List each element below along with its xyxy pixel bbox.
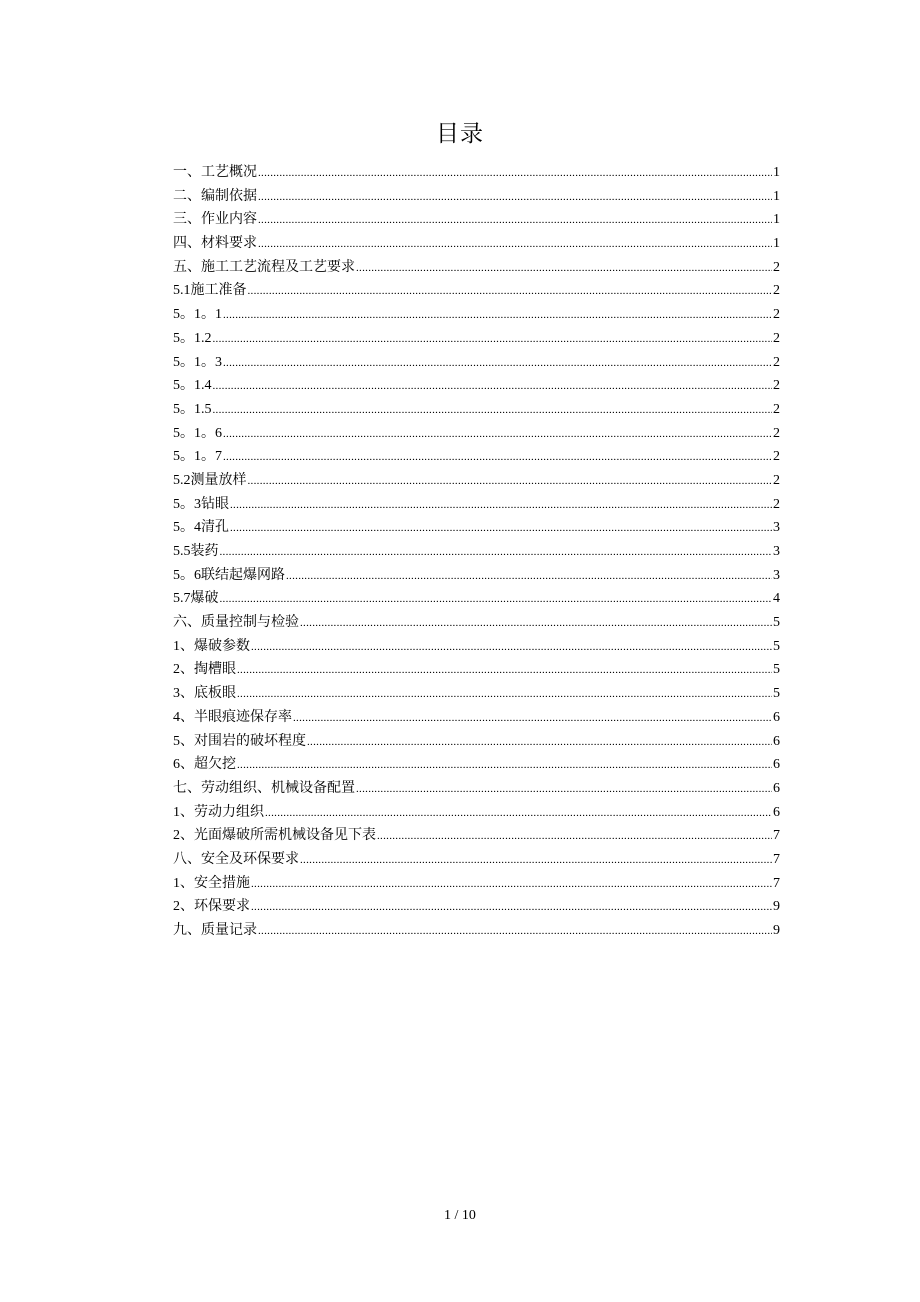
toc-entry-page-number: 7 [773, 875, 780, 891]
toc-entry-page-number: 3 [773, 520, 780, 536]
toc-entry[interactable] [173, 730, 780, 754]
toc-entry-label: 2、光面爆破所需机械设备见下表 [173, 828, 376, 844]
toc-dot-leader [220, 541, 773, 565]
toc-entry-label: 5。1.5 [173, 401, 212, 417]
toc-entry-label: 二、编制依据 [173, 188, 257, 204]
toc-dot-leader [230, 517, 772, 541]
toc-dot-leader [220, 588, 773, 612]
toc-entry-label: 5。4清孔 [173, 520, 229, 536]
toc-entry-label: 5。1.2 [173, 330, 212, 346]
toc-entry-page-number: 5 [773, 686, 780, 702]
toc-entry-page-number: 1 [773, 188, 780, 204]
toc-entry-label: 九、质量记录 [173, 923, 257, 938]
toc-entry-label: 三、作业内容 [173, 212, 257, 228]
toc-entry[interactable] [173, 493, 780, 517]
toc-entry[interactable] [173, 161, 780, 185]
toc-entry-label: 5。6联结起爆网路 [173, 567, 285, 583]
toc-entry[interactable] [173, 374, 780, 398]
toc-entry-label: 6、超欠挖 [173, 757, 236, 773]
toc-entry-label: 1、安全措施 [173, 875, 250, 891]
toc-entry[interactable] [173, 279, 780, 303]
toc-dot-leader [265, 802, 772, 826]
toc-entry[interactable] [173, 303, 780, 327]
toc-entry[interactable] [173, 516, 780, 540]
toc-dot-leader [223, 446, 772, 470]
toc-entry[interactable] [173, 564, 780, 588]
toc-entry-page-number: 2 [773, 283, 780, 299]
toc-dot-leader [356, 257, 772, 281]
toc-dot-leader [237, 659, 772, 683]
toc-entry[interactable] [173, 635, 780, 659]
page-number-footer: 1 / 10 [444, 1208, 476, 1223]
toc-entry-label: 1、劳动力组织 [173, 804, 264, 820]
toc-entry-page-number: 9 [773, 923, 780, 938]
toc-entry[interactable] [173, 919, 780, 943]
toc-entry-page-number: 5 [773, 615, 780, 631]
toc-entry-label: 3、底板眼 [173, 686, 236, 702]
toc-entry-page-number: 4 [773, 591, 780, 607]
toc-entry-label: 七、劳动组织、机械设备配置 [173, 780, 355, 796]
toc-entry-page-number: 3 [773, 544, 780, 559]
toc-entry-label: 5、对围岩的破坏程度 [173, 733, 306, 749]
toc-entry-page-number: 6 [773, 709, 780, 725]
toc-entry-label: 5.5装药 [173, 544, 219, 559]
toc-entry[interactable] [173, 777, 780, 801]
toc-entry[interactable] [173, 824, 780, 848]
toc-dot-leader [213, 375, 773, 399]
toc-entry-page-number: 2 [773, 330, 780, 346]
toc-entry-label: 5。1。3 [173, 354, 222, 370]
toc-entry-page-number: 6 [773, 757, 780, 773]
toc-dot-leader [248, 470, 773, 494]
toc-entry[interactable] [173, 611, 780, 635]
toc-entry-page-number: 2 [773, 401, 780, 417]
toc-entry-page-number: 6 [773, 780, 780, 796]
page-title: 目录 [436, 121, 484, 146]
toc-entry-page-number: 2 [773, 472, 780, 488]
toc-entry-page-number: 2 [773, 425, 780, 441]
toc-entry-label: 四、材料要求 [173, 236, 257, 252]
toc-entry-page-number: 3 [773, 567, 780, 583]
toc-dot-leader [293, 707, 772, 731]
toc-entry-label: 5。1。6 [173, 425, 222, 441]
toc-dot-leader [377, 825, 772, 849]
toc-entry[interactable] [173, 872, 780, 896]
toc-dot-leader [248, 280, 773, 304]
toc-entry-label: 5。1.4 [173, 378, 212, 394]
toc-dot-leader [258, 186, 772, 210]
toc-entry[interactable] [173, 256, 780, 280]
toc-entry[interactable] [173, 753, 780, 777]
toc-entry-label: 5。1。7 [173, 449, 222, 465]
toc-dot-leader [237, 683, 772, 707]
toc-dot-leader [258, 233, 772, 257]
toc-entry-page-number: 1 [773, 165, 780, 180]
toc-dot-leader [286, 565, 772, 589]
toc-entry[interactable] [173, 185, 780, 209]
toc-dot-leader [237, 754, 772, 778]
toc-entry[interactable] [173, 445, 780, 469]
toc-dot-leader [251, 896, 772, 920]
toc-entry[interactable] [173, 801, 780, 825]
toc-entry-label: 2、掏槽眼 [173, 662, 236, 678]
toc-entry-label: 一、工艺概况 [173, 165, 257, 180]
toc-entry[interactable] [173, 208, 780, 232]
toc-entry[interactable] [173, 327, 780, 351]
toc-entry[interactable] [173, 658, 780, 682]
toc-dot-leader [230, 494, 772, 518]
toc-entry[interactable] [173, 895, 780, 919]
toc-entry-page-number: 6 [773, 733, 780, 749]
toc-entry-page-number: 2 [773, 378, 780, 394]
toc-entry-label: 1、爆破参数 [173, 638, 250, 654]
toc-entry[interactable] [173, 587, 780, 611]
toc-entry-page-number: 5 [773, 662, 780, 678]
toc-entry-page-number: 2 [773, 259, 780, 275]
toc-entry[interactable] [173, 540, 780, 564]
toc-entry-page-number: 1 [773, 236, 780, 252]
toc-dot-leader [307, 731, 772, 755]
toc-entry-page-number: 6 [773, 804, 780, 820]
toc-entry-label: 六、质量控制与检验 [173, 615, 299, 631]
table-of-contents [173, 161, 780, 943]
toc-entry-page-number: 7 [773, 851, 780, 867]
toc-dot-leader [258, 920, 772, 944]
toc-entry[interactable] [173, 351, 780, 375]
toc-entry-page-number: 2 [773, 449, 780, 465]
toc-entry-label: 5。1。1 [173, 307, 222, 323]
toc-entry-page-number: 1 [773, 212, 780, 228]
toc-entry-label: 2、环保要求 [173, 899, 250, 915]
toc-entry-label: 八、安全及环保要求 [173, 851, 299, 867]
toc-entry-page-number: 2 [773, 496, 780, 512]
toc-dot-leader [300, 849, 772, 873]
toc-entry-label: 5。3钻眼 [173, 496, 229, 512]
toc-dot-leader [356, 778, 772, 802]
toc-entry[interactable] [173, 682, 780, 706]
toc-dot-leader [258, 162, 772, 186]
toc-entry[interactable] [173, 706, 780, 730]
toc-entry-page-number: 7 [773, 828, 780, 844]
toc-dot-leader [251, 873, 772, 897]
toc-entry[interactable] [173, 232, 780, 256]
toc-dot-leader [223, 304, 772, 328]
toc-entry-label: 4、半眼痕迹保存率 [173, 709, 292, 725]
toc-dot-leader [300, 612, 772, 636]
toc-entry-label: 5.2测量放样 [173, 472, 247, 488]
toc-dot-leader [223, 352, 772, 376]
toc-entry-label: 五、施工工艺流程及工艺要求 [173, 259, 355, 275]
toc-dot-leader [213, 399, 773, 423]
toc-dot-leader [258, 209, 772, 233]
toc-entry[interactable] [173, 469, 780, 493]
toc-entry-page-number: 9 [773, 899, 780, 915]
toc-entry-label: 5.7爆破 [173, 591, 219, 607]
toc-entry[interactable] [173, 422, 780, 446]
toc-dot-leader [213, 328, 773, 352]
toc-entry[interactable] [173, 398, 780, 422]
toc-entry-page-number: 2 [773, 354, 780, 370]
toc-entry[interactable] [173, 848, 780, 872]
toc-dot-leader [251, 636, 772, 660]
toc-dot-leader [223, 423, 772, 447]
toc-entry-label: 5.1施工准备 [173, 283, 247, 299]
toc-entry-page-number: 5 [773, 638, 780, 654]
toc-entry-page-number: 2 [773, 307, 780, 323]
